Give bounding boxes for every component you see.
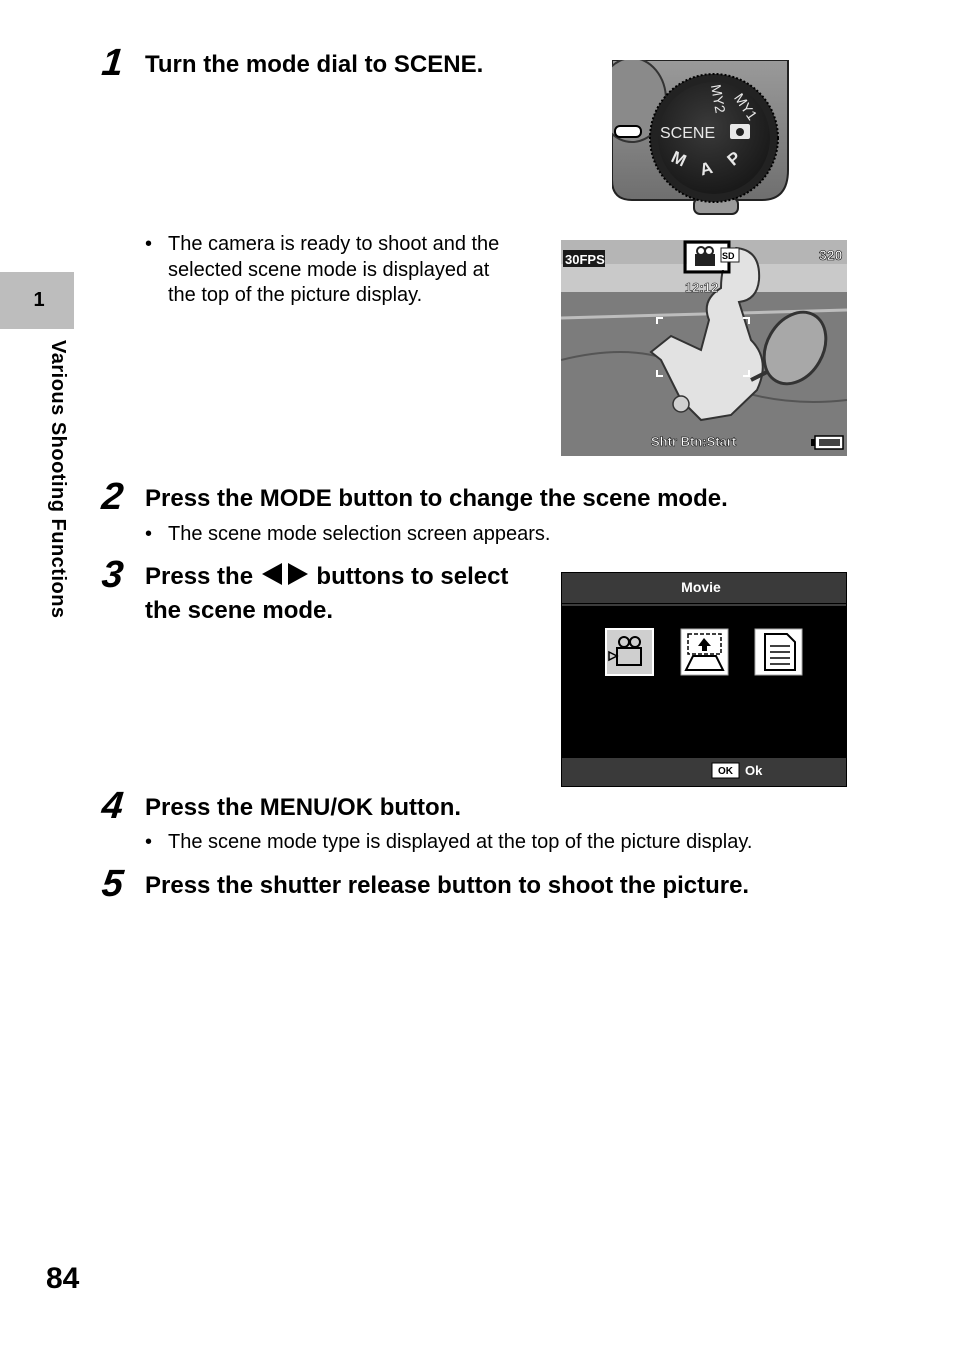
page-number: 84 bbox=[46, 1262, 80, 1295]
scene-selection-screen bbox=[561, 572, 847, 787]
chapter-title: Various Shooting Functions bbox=[47, 340, 69, 619]
step-2-title: Press the MODE button to change the scene mode. bbox=[145, 485, 728, 512]
step-1-bullet: • The camera is ready to shoot and the selected scene mode is displayed at the top of the picture display. bbox=[145, 233, 500, 306]
bullet-line: The camera is ready to shoot and the bbox=[168, 233, 500, 255]
dial-label-m: M bbox=[668, 147, 690, 171]
left-right-arrows-icon bbox=[262, 561, 308, 595]
step-3-number: 3 bbox=[99, 554, 126, 596]
chapter-number: 1 bbox=[33, 289, 45, 311]
bullet-text: The scene mode selection screen appears. bbox=[168, 523, 551, 545]
recording-time: 12:12 bbox=[685, 280, 719, 295]
step-3-title-part1: Press the bbox=[145, 563, 254, 590]
bullet-line: selected scene mode is displayed at bbox=[168, 258, 490, 281]
ok-label: Ok bbox=[745, 763, 763, 778]
step-4-number: 4 bbox=[99, 785, 126, 827]
dial-label-a: A bbox=[697, 157, 715, 180]
bullet-text: The scene mode type is displayed at the top of the picture display. bbox=[168, 831, 753, 853]
step-4-bullet: • The scene mode type is displayed at the top of the picture display. bbox=[145, 831, 753, 853]
sd-card-icon: SD bbox=[722, 251, 735, 261]
step-4-title: Press the MENU/OK button. bbox=[145, 794, 462, 821]
dial-label-my1: MY1 bbox=[731, 90, 761, 123]
step-2-number: 2 bbox=[99, 476, 126, 518]
step-3-title-line2: the scene mode. bbox=[145, 597, 334, 624]
lcd-preview-screen bbox=[561, 240, 847, 456]
step-5-number: 5 bbox=[99, 863, 126, 905]
bullet-line: the top of the picture display. bbox=[168, 284, 423, 306]
text-mode-icon[interactable] bbox=[755, 629, 802, 675]
shutter-hint: Shtr Btn:Start bbox=[651, 434, 737, 449]
skew-correction-icon[interactable] bbox=[681, 629, 728, 675]
dial-label-scene: SCENE bbox=[660, 125, 716, 142]
step-5-title: Press the shutter release button to shoot the picture. bbox=[145, 872, 750, 899]
scene-menu-title: Movie bbox=[681, 579, 721, 595]
step-1-number: 1 bbox=[99, 42, 126, 84]
dial-label-p: P bbox=[723, 147, 745, 170]
ok-key-label: OK bbox=[718, 766, 733, 777]
step-2-bullet: • The scene mode selection screen appears. bbox=[145, 523, 551, 545]
fps-indicator: 30FPS bbox=[565, 252, 605, 267]
movie-camera-icon[interactable] bbox=[606, 629, 653, 675]
movie-size: 320 bbox=[819, 247, 843, 263]
step-3-title-part2: buttons to select bbox=[316, 563, 509, 590]
movie-mode-icon bbox=[695, 254, 715, 266]
mode-dial-illustration bbox=[612, 60, 792, 218]
dial-label-my2: MY2 bbox=[707, 83, 729, 115]
step-1-title: Turn the mode dial to SCENE. bbox=[145, 51, 484, 78]
step-3-title bbox=[145, 560, 508, 595]
